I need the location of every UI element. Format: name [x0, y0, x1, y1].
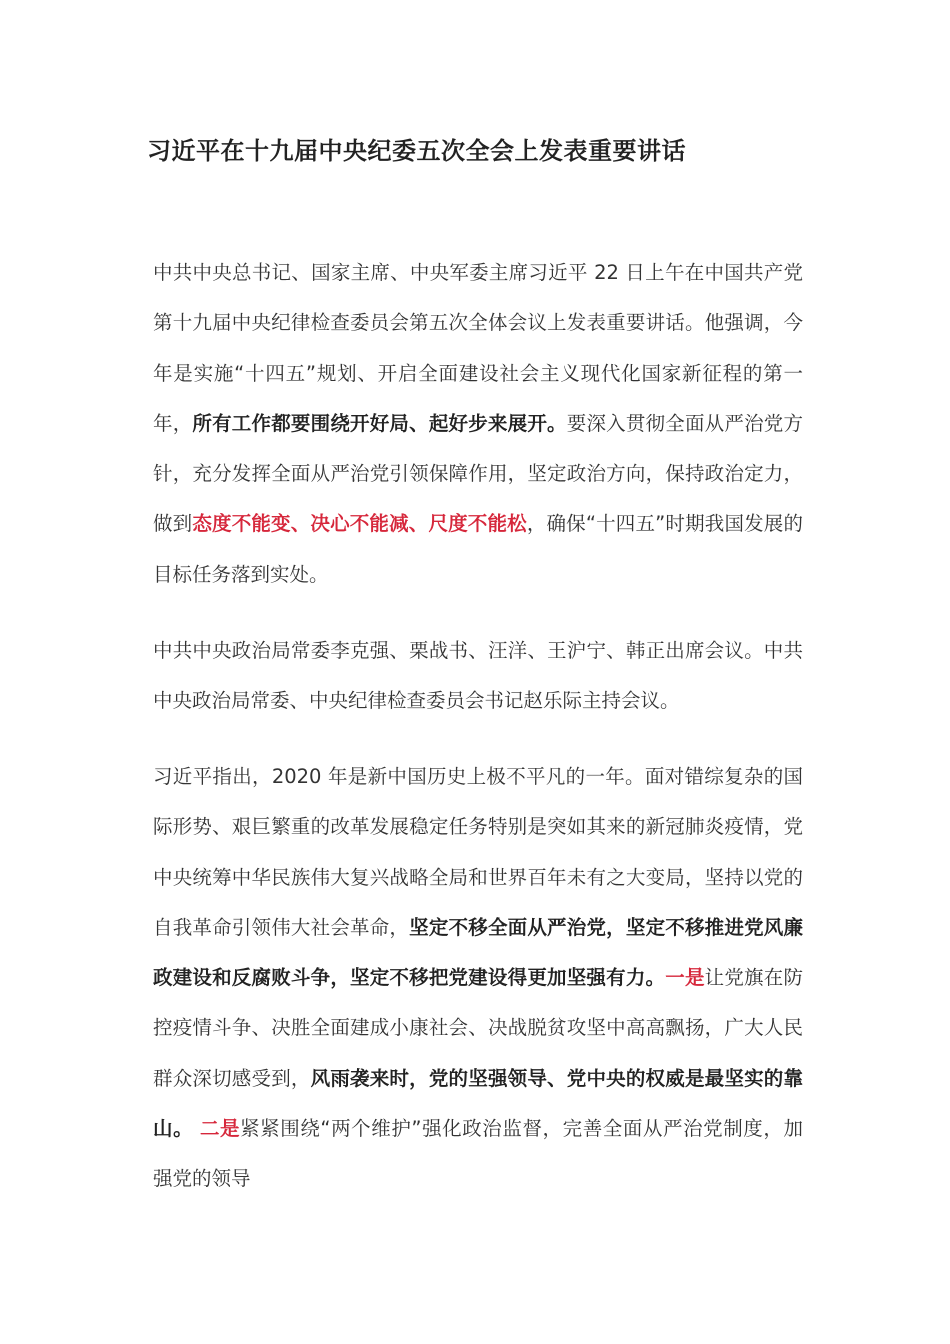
emphasis-bold: 坚定不移全面从严治党，坚定不移推进党风廉政建设和反腐败斗争，坚定不移把党建设得更加坚强有力。: [153, 915, 803, 990]
emphasis-red: 二是: [199, 1117, 241, 1141]
text-segment: ，确保“十四五”时期我国发展的目标任务落到实处。: [153, 512, 803, 586]
text-segment: 中共中央总书记、国家主席、中央军委主席习近平 22 日上午在中国共产党第十九届中央纪律检查委员会第五次全体会议上发表重要讲话。他强调，今年是实施“十四五”规划、开启全面建设社会主义现代化国家新征程的第一年，: [153, 261, 803, 435]
paragraph-2: [153, 626, 803, 726]
article-title: 习近平在十九届中央纪委五次全会上发表重要讲话: [147, 137, 686, 165]
emphasis-bold: 所有工作都要围绕开好局、起好步来展开。: [192, 411, 567, 435]
paragraph-1: [153, 248, 803, 600]
emphasis-bold: 风雨袭来时，党的坚强领导、党中央的权威是最坚实的靠山。: [153, 1066, 803, 1141]
article-body: [153, 248, 803, 1205]
text-segment: 习近平指出，2020 年是新中国历史上极不平凡的一年。面对错综复杂的国际形势、艰巨繁重的改革发展稳定任务特别是突如其来的新冠肺炎疫情，党中央统筹中华民族伟大复兴战略全局和世界百年未有之大变局，坚持以党的自我革命引领伟大社会革命，: [153, 765, 803, 939]
text-segment: 紧紧围绕“两个维护”强化政治监督，完善全面从严治党制度，加强党的领导: [153, 1117, 803, 1191]
emphasis-red: 态度不能变、决心不能减、尺度不能松: [192, 512, 527, 536]
text-segment: 让党旗在防控疫情斗争、决胜全面建成小康社会、决战脱贫攻坚中高高飘扬，广大人民群众深切感受到，: [153, 966, 803, 1090]
text-segment: 要深入贯彻全面从严治党方针，充分发挥全面从严治党引领保障作用，坚定政治方向，保持政治定力，做到: [153, 411, 803, 536]
text-segment: 中共中央政治局常委李克强、栗战书、汪洋、王沪宁、韩正出席会议。中共中央政治局常委、中央纪律检查委员会书记赵乐际主持会议。: [153, 639, 803, 713]
emphasis-red: 一是: [665, 966, 705, 990]
paragraph-3: [153, 752, 803, 1205]
text-segment: [193, 1117, 200, 1140]
